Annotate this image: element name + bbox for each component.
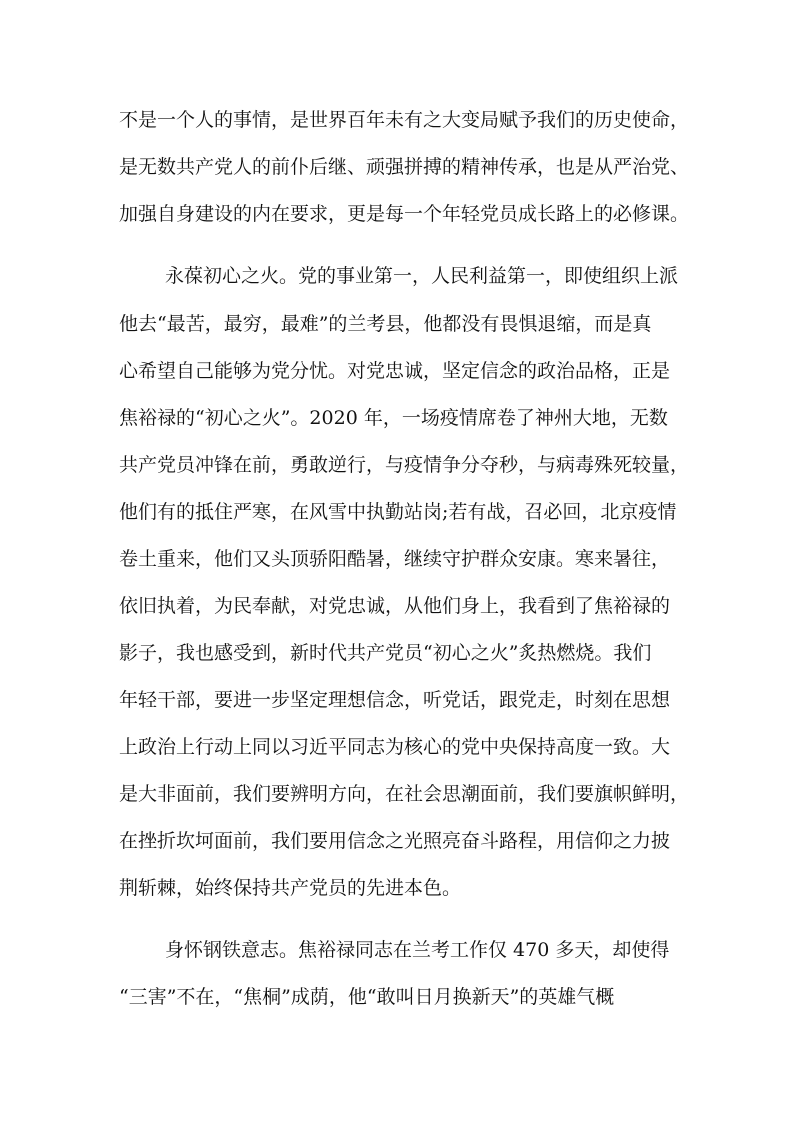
text-line: 永葆初心之火。党的事业第一，人民利益第一，即使组织上派 xyxy=(146,265,679,287)
text-line: 影子，我也感受到，新时代共产党员“初心之火”炙热燃烧。我们 xyxy=(119,642,652,664)
text-line: 年轻干部，要进一步坚定理想信念，听党话，跟党走，时刻在思想 xyxy=(119,689,671,711)
text-line: 他去“最苦，最穷，最难”的兰考县，他都没有畏惧退缩，而是真 xyxy=(119,313,652,335)
text-line: 依旧执着，为民奉献，对党忠诚，从他们身上，我看到了焦裕禄的 xyxy=(119,595,671,617)
text-line: 加强自身建设的内在要求，更是每一个年轻党员成长路上的必修课。 xyxy=(119,203,690,225)
text-line: 心希望自己能够为党分忧。对党忠诚，坚定信念的政治品格，正是 xyxy=(119,360,671,382)
text-line: 不是一个人的事情，是世界百年未有之大变局赋予我们的历史使命， xyxy=(119,109,690,131)
text-line: 荆斩棘，始终保持共产党员的先进本色。 xyxy=(119,877,462,899)
text-line: 上政治上行动上同以习近平同志为核心的党中央保持高度一致。大 xyxy=(119,736,671,758)
text-line: 身怀钢铁意志。焦裕禄同志在兰考工作仅 470 多天，却使得 xyxy=(146,939,670,961)
text-line: 是无数共产党人的前仆后继、顽强拼搏的精神传承，也是从严治党、 xyxy=(119,156,690,178)
text-line: “三害”不在，“焦桐”成荫，他“敢叫日月换新天”的英雄气概 xyxy=(119,986,615,1008)
text-line: 在挫折坎坷面前，我们要用信念之光照亮奋斗路程，用信仰之力披 xyxy=(119,830,671,852)
text-line: 焦裕禄的“初心之火”。2020 年，一场疫情席卷了神州大地，无数 xyxy=(119,407,668,429)
text-line: 是大非面前，我们要辨明方向，在社会思潮面前，我们要旗帜鲜明， xyxy=(119,783,690,805)
text-line: 他们有的抵住严寒，在风雪中执勤站岗;若有战，召必回，北京疫情 xyxy=(119,501,677,523)
text-line: 共产党员冲锋在前，勇敢逆行，与疫情争分夺秒，与病毒殊死较量， xyxy=(119,454,690,476)
text-line: 卷土重来，他们又头顶骄阳酷暑，继续守护群众安康。寒来暑往， xyxy=(119,548,671,570)
